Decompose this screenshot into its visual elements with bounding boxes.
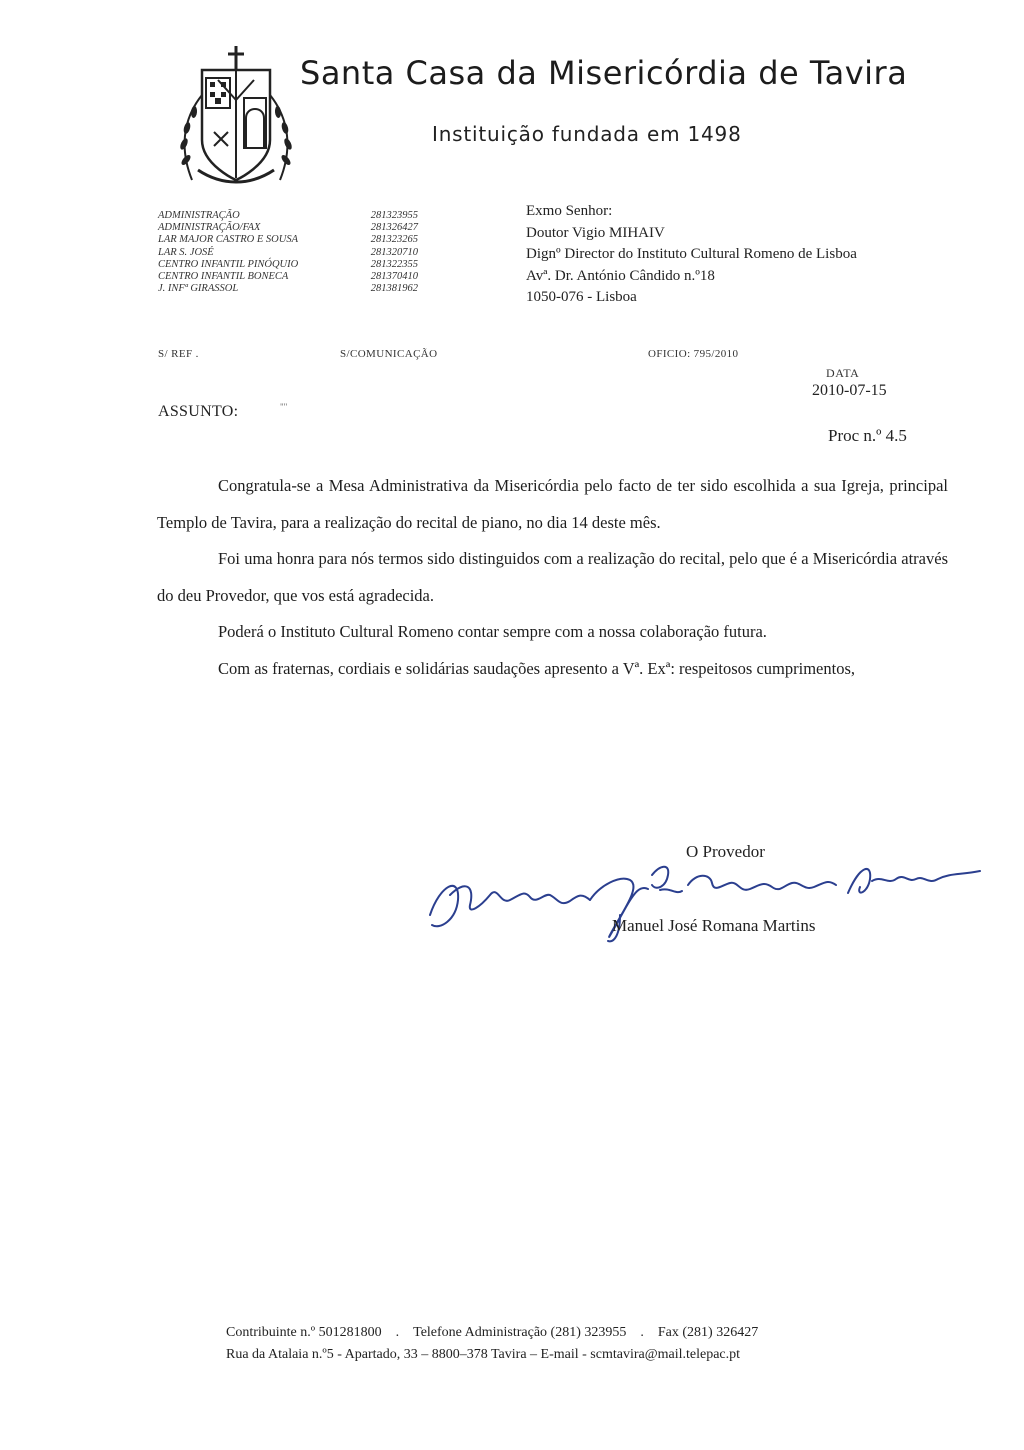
body-paragraph: Poderá o Instituto Cultural Romeno contar sempre com a nossa colaboração futura.: [218, 622, 767, 641]
phone-row: [158, 271, 418, 283]
phone-row: [158, 210, 418, 222]
body-paragraph: Congratula-se a Mesa Administrativa da Misericórdia pelo facto de ter sido escolhida a sua Igreja, principal Templo de Tavira, para a realização do recital de piano, no dia 14 deste mês.: [157, 476, 948, 532]
phone-name: J. INFª GIRASSOL: [158, 283, 239, 295]
phone-row: [158, 247, 418, 259]
your-communication-label: S/COMUNICAÇÃO: [340, 348, 438, 360]
letter-body: [157, 468, 948, 687]
phone-row: [158, 259, 418, 271]
signer-role: O Provedor: [686, 842, 765, 861]
footer-contact-line: Contribuinte n.º 501281800 . Telefone Administração (281) 323955 . Fax (281) 326427: [226, 1325, 759, 1340]
subject-label: ASSUNTO:: [158, 403, 239, 420]
your-ref-label: S/ REF .: [158, 348, 199, 360]
signer-name: Manuel José Romana Martins: [612, 916, 816, 935]
recipient-address: Avª. Dr. António Cândido n.º18: [526, 267, 715, 284]
date-label: DATA: [826, 366, 860, 380]
phone-name: CENTRO INFANTIL PINÓQUIO: [158, 258, 299, 270]
recipient-name: Doutor Vigio MIHAIV: [526, 224, 665, 241]
phone-number: 281370410: [370, 271, 418, 283]
subject-mark: "": [280, 402, 288, 412]
phone-number: 281326427: [370, 222, 418, 234]
phone-name: LAR MAJOR CASTRO E SOUSA: [158, 234, 298, 246]
footer-taxpayer: Contribuinte n.º 501281800: [226, 1325, 382, 1340]
oficio-number: OFICIO: 795/2010: [648, 348, 739, 360]
phone-number: 281323955: [370, 210, 418, 221]
phone-row: [158, 234, 418, 246]
institution-name: Santa Casa da Misericórdia de Tavira: [300, 54, 908, 92]
phone-name: ADMINISTRAÇÃO/FAX: [158, 222, 261, 234]
recipient-salutation: Exmo Senhor:: [526, 203, 613, 219]
phone-number: 281320710: [370, 246, 418, 258]
phone-row: [158, 222, 418, 234]
process-number: Proc n.º 4.5: [828, 426, 907, 445]
phone-row: [158, 283, 418, 295]
recipient-block: [526, 201, 857, 309]
letter-footer: [226, 1322, 758, 1366]
date-value: 2010-07-15: [812, 382, 887, 399]
body-paragraph: Foi uma honra para nós termos sido distinguidos com a realização do recital, pelo que é a Misericórdia através do deu Provedor, que vos está agradecida.: [157, 549, 948, 605]
phone-number: 281323265: [370, 234, 418, 246]
phone-name: LAR S. JOSÉ: [158, 246, 214, 258]
phone-name: ADMINISTRAÇÃO: [158, 210, 240, 221]
recipient-postal: 1050-076 - Lisboa: [526, 289, 637, 305]
phone-list: [158, 210, 418, 295]
footer-fax: Fax (281) 326427: [657, 1325, 759, 1340]
phone-name: CENTRO INFANTIL BONECA: [158, 271, 289, 283]
footer-phone: Telefone Administração (281) 323955: [413, 1325, 627, 1340]
phone-number: 281381962: [370, 283, 418, 295]
institution-crest-logo: [172, 40, 300, 190]
body-paragraph: Com as fraternas, cordiais e solidárias saudações apresento a Vª. Exª: respeitosos cumprimentos,: [218, 658, 855, 678]
institution-founded: Instituição fundada em 1498: [432, 122, 742, 146]
footer-address: Rua da Atalaia n.º5 - Apartado, 33 – 8800–378 Tavira – E-mail - scmtavira@mail.telepac.pt: [226, 1347, 741, 1362]
phone-number: 281322355: [370, 258, 418, 270]
recipient-title: Dignº Director do Instituto Cultural Romeno de Lisboa: [526, 246, 857, 262]
